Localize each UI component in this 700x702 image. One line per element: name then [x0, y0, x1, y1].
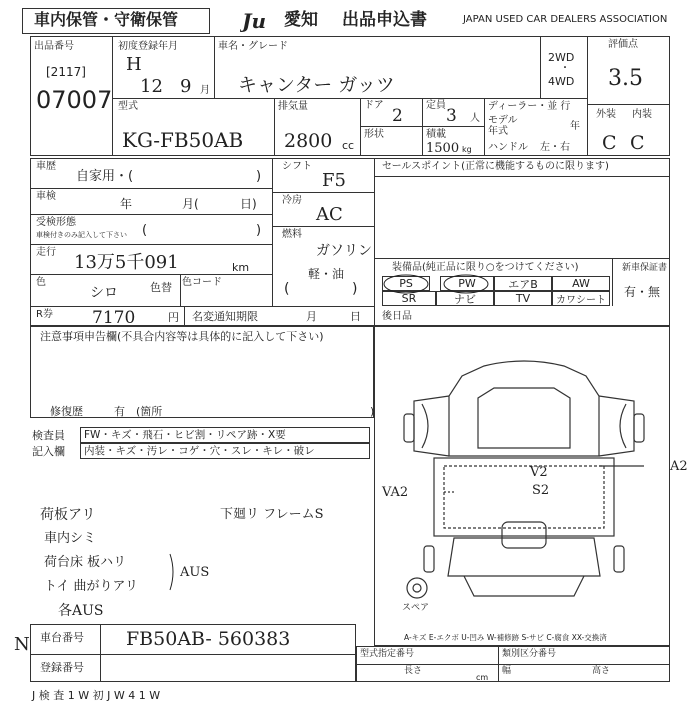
reg-label: 初度登録年月	[118, 41, 178, 52]
divider	[274, 98, 275, 156]
dims-type-no: 型式指定番号	[360, 649, 415, 659]
cab-inner	[478, 388, 570, 448]
history-label: 車歴	[36, 161, 56, 172]
cooler-value: AC	[316, 204, 343, 225]
divider	[374, 158, 375, 326]
mileage-value: 13万5千091	[74, 252, 179, 273]
wheel-fl	[404, 414, 414, 442]
equip-aw[interactable]: AW	[552, 276, 610, 291]
car-diagram	[374, 326, 670, 626]
exterior-label: 外装	[596, 109, 616, 120]
color-label: 色	[36, 277, 46, 288]
damage-left: VA2	[382, 485, 409, 500]
rticket-value: 7170	[92, 308, 136, 328]
divider	[30, 244, 272, 245]
equip-tv[interactable]: TV	[494, 291, 552, 306]
damage-center-1: V2	[530, 465, 548, 480]
divider	[214, 36, 215, 98]
divider	[356, 664, 670, 665]
door-right	[599, 396, 634, 456]
window-label: 後日品	[382, 311, 412, 322]
bed-floor	[434, 458, 614, 536]
ju-logo	[240, 10, 284, 32]
divider	[112, 98, 587, 99]
equip-ps[interactable]: PS	[382, 276, 430, 291]
divider	[360, 98, 361, 156]
history-close: )	[256, 169, 262, 184]
color-code: 色コード	[182, 277, 222, 288]
divider	[100, 624, 101, 682]
repair-box: (箇所	[136, 405, 163, 418]
fuel-opts: 軽・油	[308, 267, 345, 281]
note-frame: 下廻リ フレームS	[220, 507, 324, 522]
shaken-month: 月(	[182, 197, 199, 211]
shift-label: シフト	[282, 161, 312, 172]
ju-logo-text: Ju	[242, 10, 267, 32]
divider	[272, 158, 273, 306]
divider	[374, 258, 670, 259]
door-left	[414, 396, 449, 456]
checker-row1: FW・キズ・飛石・ヒビ割・リペア跡・X要	[84, 429, 286, 441]
capacity-label: 定員	[426, 100, 446, 111]
note-aus: AUS	[180, 565, 210, 580]
region-label: 愛知	[284, 10, 318, 30]
notice-label: 名変通知期限	[192, 310, 258, 323]
type-value: KG-FB50AB	[122, 128, 244, 152]
mileage-unit: km	[232, 261, 250, 274]
dealer-model: モデル	[488, 115, 518, 126]
repair-value: 有	[114, 405, 125, 418]
lot-number: 07007	[36, 86, 113, 114]
chassis-value: FB50AB- 560383	[126, 628, 291, 650]
divider	[272, 226, 374, 227]
pw-circle	[444, 275, 488, 293]
checker-label2: 記入欄	[32, 445, 65, 458]
inspect-close: )	[256, 223, 262, 238]
new-warranty-label: 新車保証書	[622, 263, 668, 273]
equip-pw[interactable]: PW	[440, 276, 494, 291]
drive-4wd: 4WD	[548, 75, 575, 88]
doors-value: 2	[392, 106, 403, 126]
fuel-paren: (	[284, 281, 290, 297]
drive-2wd: 2WD	[548, 51, 575, 64]
color-change: 色替	[150, 281, 172, 294]
lot-label: 出品番号	[34, 41, 74, 52]
damage-legend: A-キズ E-エクボ U-凹み W-補修跡 S-サビ C-腐食 XX-交換済	[404, 633, 607, 642]
dealer-year-char: 年	[570, 121, 580, 132]
model-name-label: 車名・グレード	[218, 41, 288, 52]
load-unit: kg	[462, 145, 472, 154]
equip-circles	[380, 272, 500, 296]
divider	[30, 306, 374, 307]
note-line-5: 各AUS	[58, 603, 104, 619]
dealer-yearstyle: 年式	[488, 126, 508, 137]
shape-label: 形状	[364, 129, 384, 140]
rticket-label: R券	[36, 309, 53, 320]
wheel-rl	[424, 546, 434, 572]
note-line-3: 荷台床 板ハリ	[44, 555, 127, 570]
divider	[422, 98, 423, 156]
note-bracket	[168, 552, 180, 592]
mileage-label: 走行	[36, 247, 56, 258]
divider	[272, 192, 374, 193]
note-line-4: トイ 曲がりアリ	[44, 579, 138, 594]
notes-label: 注意事項申告欄(不具合内容等は具体的に記入して下さい)	[40, 330, 324, 343]
capacity-unit: 人	[470, 113, 480, 124]
repair-close: )	[370, 405, 375, 418]
shaken-year: 年	[120, 197, 133, 211]
bed-inner	[444, 466, 604, 528]
rear-lamp	[502, 522, 546, 548]
disp-unit: cc	[342, 139, 355, 152]
window-right	[620, 404, 626, 448]
repair-label: 修復歴	[50, 405, 83, 418]
cooler-label: 冷房	[282, 195, 302, 206]
damage-right: A2	[670, 459, 688, 474]
equipment-label: 装備品(純正品に限り○をつけてください)	[392, 262, 579, 273]
cab-roof	[449, 361, 599, 456]
notice-month: 月	[306, 310, 317, 323]
divider	[360, 126, 484, 127]
interior-label: 内装	[632, 109, 652, 120]
rear-panel	[448, 538, 600, 576]
divider	[30, 188, 272, 189]
spare-hub	[413, 584, 421, 592]
dims-unit: cm	[476, 673, 489, 682]
bumper	[464, 576, 584, 596]
damage-center-2: S2	[532, 483, 550, 498]
handle-opts: 左・右	[540, 142, 570, 153]
divider	[180, 274, 181, 306]
capacity-value: 3	[446, 106, 457, 126]
ps-circle	[384, 275, 428, 293]
spare-wheel	[407, 578, 427, 598]
registration-label: 登録番号	[40, 661, 84, 674]
model-name-value: キャンター ガッツ	[238, 74, 395, 96]
reg-month: 9	[180, 76, 192, 97]
dealer-line1: ディーラー・並 行	[488, 101, 571, 112]
handle-label: ハンドル	[488, 142, 528, 153]
disp-label: 排気量	[278, 101, 308, 112]
window-left	[422, 404, 428, 448]
exterior-grade: C	[602, 132, 617, 154]
equip-navi[interactable]: ナビ	[436, 291, 494, 306]
checker-row2: 内装・キズ・汚レ・コゲ・穴・スレ・キレ・破レ	[84, 445, 315, 457]
divider	[30, 274, 272, 275]
disp-value: 2800	[284, 130, 333, 152]
checker-label1: 検査員	[32, 429, 65, 442]
note-line-1: 荷板アリ	[40, 507, 96, 523]
equip-airbag[interactable]: エアB	[494, 276, 552, 291]
chassis-label: 車台番号	[40, 631, 84, 644]
divider	[540, 36, 541, 98]
dims-width: 幅	[502, 666, 512, 676]
dims-class-no: 類別区分番号	[502, 649, 557, 659]
divider	[30, 654, 356, 655]
reg-era: H	[126, 54, 142, 75]
reg-year: 12	[140, 76, 163, 97]
fuel-value: ガソリン	[316, 243, 372, 259]
new-warranty-opts: 有・無	[624, 285, 661, 299]
score-value: 3.5	[608, 66, 643, 91]
equip-sr[interactable]: SR	[382, 291, 436, 306]
form-title: 出品申込書	[342, 10, 427, 30]
score-label: 評価点	[608, 39, 638, 50]
divider	[30, 214, 272, 215]
divider	[587, 36, 588, 156]
divider	[184, 306, 185, 326]
inspect-paren: (	[142, 223, 148, 238]
rticket-unit: 円	[168, 311, 179, 324]
load-label: 積載	[426, 129, 446, 140]
footer-strip: J 検 査 1 W 初 J W 4 1 W	[32, 689, 161, 702]
equip-seat[interactable]: カワシート	[552, 291, 610, 306]
dims-length: 長さ	[404, 666, 423, 676]
history-value: 自家用・(	[76, 169, 134, 184]
fuel-close: )	[352, 281, 358, 297]
dims-height: 高さ	[592, 666, 611, 676]
lot-sub: [2117]	[46, 65, 86, 79]
wheel-fr	[634, 414, 644, 442]
reg-month-unit: 月	[200, 85, 210, 96]
note-line-2: 車内シミ	[44, 531, 97, 546]
sales-label: セールスポイント(正常に機能するものに限ります)	[382, 161, 609, 172]
spare-label: スペア	[402, 603, 430, 613]
divider	[587, 104, 670, 105]
doors-label: ドア	[364, 100, 384, 111]
left-mark: N	[14, 634, 30, 655]
load-value: 1500	[426, 141, 460, 156]
divider	[612, 258, 613, 306]
storage-label: 車内保管・守衛保管	[34, 10, 179, 29]
association-name: JAPAN USED CAR DEALERS ASSOCIATION	[463, 14, 668, 25]
type-label: 型式	[118, 101, 138, 112]
interior-grade: C	[630, 132, 645, 154]
shaken-label: 車検	[36, 191, 56, 202]
wheel-rr	[614, 546, 624, 572]
fuel-label: 燃料	[282, 229, 302, 240]
color-value: シロ	[90, 285, 118, 301]
shift-value: F5	[322, 170, 346, 191]
shaken-day: 日)	[240, 197, 257, 211]
divider	[374, 176, 670, 177]
drive-sep: ・	[560, 63, 570, 74]
divider	[484, 98, 485, 156]
notice-day: 日	[350, 310, 361, 323]
inspect-label: 受検形態	[36, 217, 76, 228]
inspect-sub: 車検付きのみ記入して下さい	[36, 231, 127, 239]
